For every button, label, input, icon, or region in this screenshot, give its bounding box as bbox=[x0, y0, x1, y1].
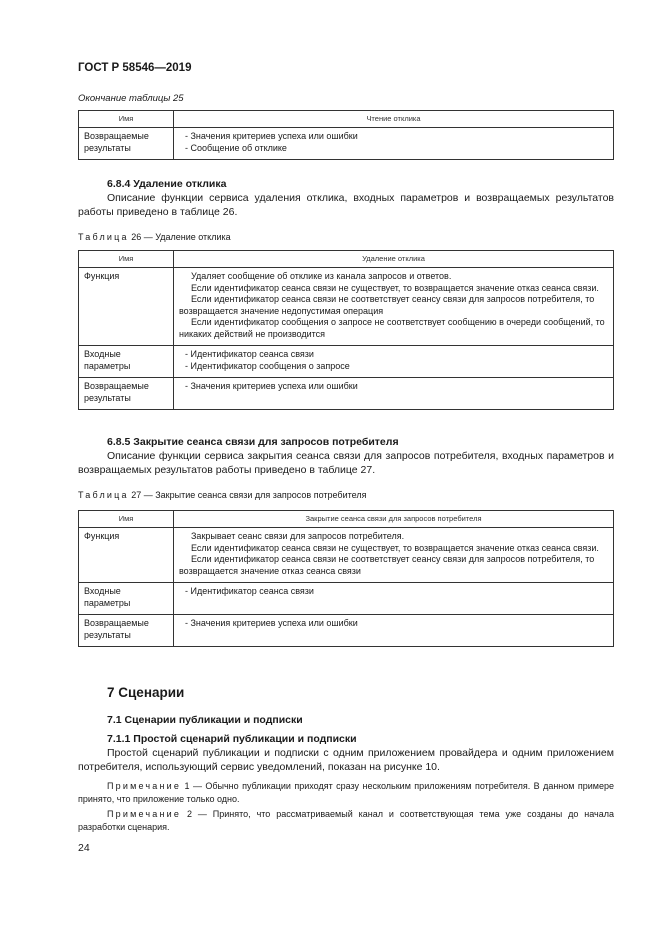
section-heading-7-1-1: 7.1.1 Простой сценарий публикации и подписки bbox=[107, 733, 357, 745]
description-line: Если идентификатор сообщения о запросе не соответствует сообщению в очереди сообщений, то никаких действий не производится bbox=[179, 317, 605, 339]
caption-word: Таблица bbox=[78, 490, 129, 500]
note-word: Примечание bbox=[107, 781, 182, 791]
list-item: - Идентификатор сеанса связи bbox=[185, 349, 314, 359]
list-item: - Сообщение об отклике bbox=[185, 142, 287, 153]
caption-word: Таблица bbox=[78, 232, 129, 242]
list-item: - Идентификатор сеанса связи bbox=[185, 586, 314, 596]
row-description bbox=[174, 528, 614, 583]
caption-text: 27 — Закрытие сеанса связи для запросов потребителя bbox=[128, 490, 367, 500]
column-header-name: Имя bbox=[79, 251, 174, 268]
section-heading-6-8-4: 6.8.4 Удаление отклика bbox=[107, 178, 227, 190]
row-name: Входные параметры bbox=[79, 346, 174, 378]
list-item: - Идентификатор сообщения о запросе bbox=[185, 360, 350, 371]
table-27-caption bbox=[78, 490, 366, 500]
row-name: Функция bbox=[79, 268, 174, 346]
section-paragraph-6-8-5: Описание функции сервиса закрытия сеанса связи для запросов потребителя, входных параметров и возвращаемых результатов работы приведено в таблице 27. bbox=[78, 450, 614, 476]
description-line: Удаляет сообщение об отклике из канала запросов и ответов. bbox=[191, 271, 452, 281]
row-description bbox=[174, 378, 614, 410]
table-25-end bbox=[78, 110, 614, 160]
page-number: 24 bbox=[78, 842, 90, 854]
table-row bbox=[79, 268, 614, 346]
description-line: Если идентификатор сеанса связи не существует, то возвращается значение отказ сеанса связи. bbox=[191, 542, 599, 553]
description-line: Закрывает сеанс связи для запросов потребителя. bbox=[191, 531, 405, 541]
row-description bbox=[174, 128, 614, 160]
section-paragraph-6-8-4: Описание функции сервиса удаления отклика, входных параметров и возвращаемых результатов работы приведено в таблице 26. bbox=[78, 192, 614, 218]
list-item: - Значения критериев успеха или ошибки bbox=[185, 618, 358, 628]
section-heading-7-1: 7.1 Сценарии публикации и подписки bbox=[107, 714, 303, 726]
note-2 bbox=[78, 808, 614, 834]
table-row bbox=[79, 583, 614, 615]
list-item: - Значения критериев успеха или ошибки bbox=[185, 131, 358, 141]
list-item: - Значения критериев успеха или ошибки bbox=[185, 381, 358, 391]
column-header-description: Закрытие сеанса связи для запросов потребителя bbox=[174, 511, 614, 528]
table-26 bbox=[78, 250, 614, 410]
table-row bbox=[79, 615, 614, 647]
row-name: Возвращаемые результаты bbox=[79, 128, 174, 160]
description-line: Если идентификатор сеанса связи не соответствует сеансу связи для запросов потребителя, то возвращается значение недопустимая операция bbox=[179, 294, 595, 316]
row-name: Возвращаемые результаты bbox=[79, 378, 174, 410]
table-continuation-label: Окончание таблицы 25 bbox=[78, 93, 184, 104]
table-27 bbox=[78, 510, 614, 647]
description-line: Если идентификатор сеанса связи не существует, то возвращается значение отказ сеанса связи. bbox=[191, 282, 599, 293]
row-name: Входные параметры bbox=[79, 583, 174, 615]
table-row bbox=[79, 378, 614, 410]
table-26-caption bbox=[78, 232, 231, 242]
row-name: Функция bbox=[79, 528, 174, 583]
caption-text: 26 — Удаление отклика bbox=[128, 232, 231, 242]
section-heading-6-8-5: 6.8.5 Закрытие сеанса связи для запросов потребителя bbox=[107, 436, 399, 448]
note-text: 2 — Принято, что рассматриваемый канал и соответствующая тема уже созданы до начала разработки сценария. bbox=[78, 809, 614, 832]
note-text: 1 — Обычно публикации приходят сразу нескольким приложениям потребителя. В данном примере принято, что приложение только одно. bbox=[78, 781, 614, 804]
table-row bbox=[79, 528, 614, 583]
column-header-name: Имя bbox=[79, 511, 174, 528]
column-header-name: Имя bbox=[79, 111, 174, 128]
row-description bbox=[174, 346, 614, 378]
column-header-description: Чтение отклика bbox=[174, 111, 614, 128]
row-description bbox=[174, 583, 614, 615]
table-row bbox=[79, 128, 614, 160]
column-header-description: Удаление отклика bbox=[174, 251, 614, 268]
document-id: ГОСТ Р 58546—2019 bbox=[78, 62, 192, 74]
row-description bbox=[174, 615, 614, 647]
description-line: Если идентификатор сеанса связи не соответствует сеансу связи для запросов потребителя, то возвращается значение отказ сеанса связи bbox=[179, 554, 595, 576]
row-description bbox=[174, 268, 614, 346]
note-1 bbox=[78, 780, 614, 806]
row-name: Возвращаемые результаты bbox=[79, 615, 174, 647]
section-heading-7: 7 Сценарии bbox=[107, 685, 185, 700]
section-paragraph-7-1-1: Простой сценарий публикации и подписки с одним приложением провайдера и одним приложением потребителя, использующий сервис уведомлений, показан на рисунке 10. bbox=[78, 747, 614, 773]
table-row bbox=[79, 346, 614, 378]
note-word: Примечание bbox=[107, 809, 182, 819]
